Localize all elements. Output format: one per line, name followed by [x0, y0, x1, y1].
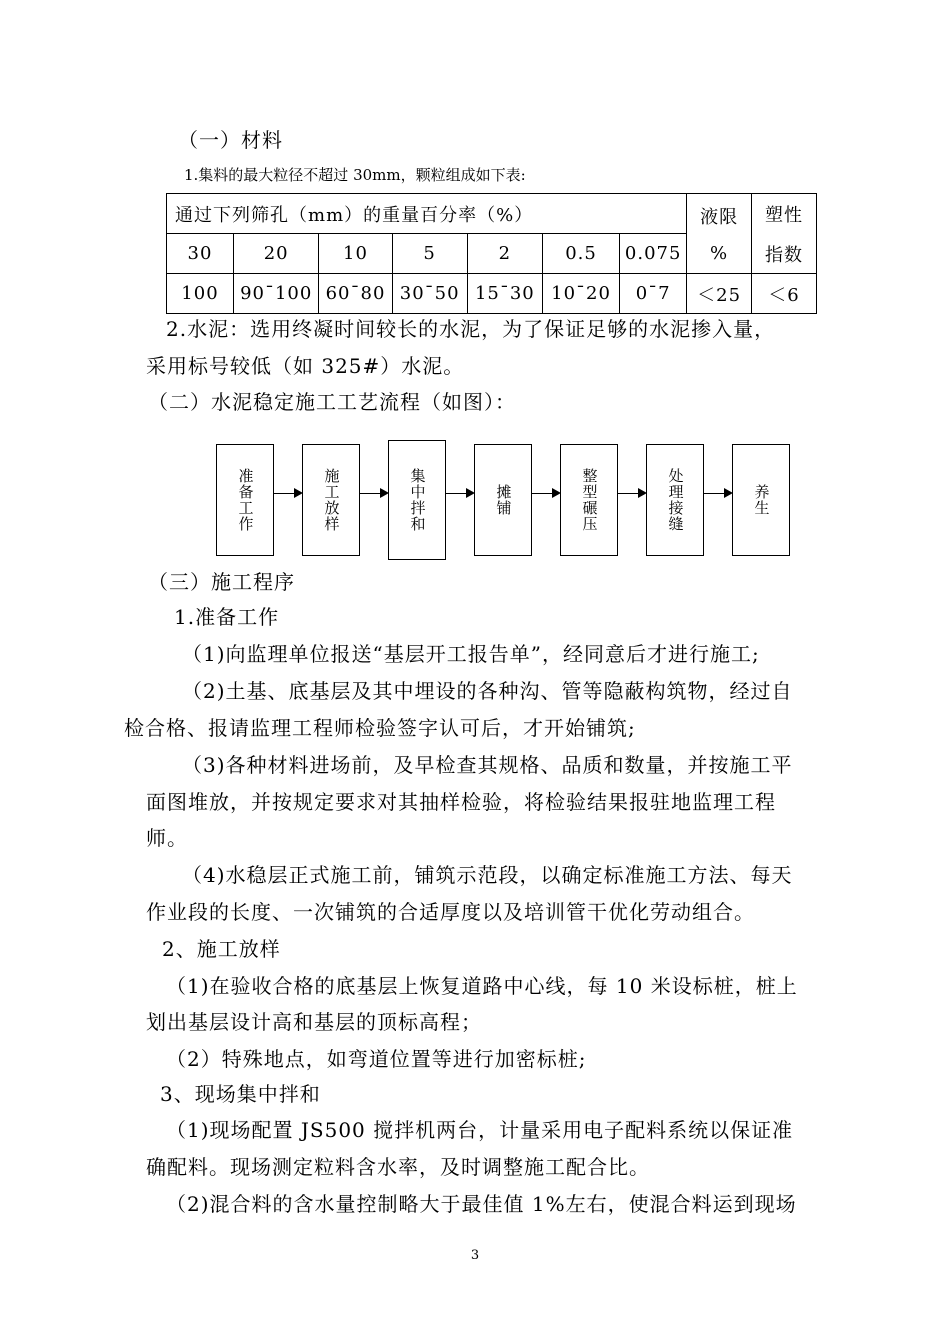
materials-heading: （一）材料: [178, 128, 283, 152]
mixing-item-1-line-2: 确配料。现场测定粒料含水率，及时调整施工配合比。: [146, 1155, 650, 1179]
flow-step-layout: 施工放样: [302, 444, 360, 556]
prep-item-2-line-2: 检合格、报请监理工程师检验签字认可后，才开始铺筑;: [124, 716, 636, 740]
flow-step-prep: 准备工作: [216, 444, 274, 556]
table-cell: 30: [167, 234, 234, 274]
liquid-limit-unit: %: [710, 243, 729, 264]
prep-item-4-line-1: （4)水稳层正式施工前，铺筑示范段，以确定标准施工方法、每天: [182, 863, 793, 887]
table-cell: 20: [233, 234, 318, 274]
table-cell: 0.5: [542, 234, 619, 274]
flow-arrow: [617, 493, 645, 494]
table-cell: 30¯50: [392, 274, 467, 314]
flow-arrow: [531, 493, 559, 494]
table-header-sieve: 通过下列筛孔（mm）的重量百分率（%）: [167, 194, 687, 234]
mixing-heading: 3、现场集中拌和: [160, 1082, 321, 1106]
layout-item-1-line-1: （1)在验收合格的底基层上恢复道路中心线，每 10 米设标桩，桩上: [166, 974, 798, 998]
prep-item-1: （1)向监理单位报送“基层开工报告单”，经同意后才进行施工;: [182, 642, 760, 666]
table-header-plasticity: [752, 194, 817, 274]
procedure-heading: （三）施工程序: [148, 570, 295, 594]
flow-step-rolling: 整型碾压: [560, 444, 618, 556]
mixing-item-1-line-1: （1)现场配置 JS500 搅拌机两台，计量采用电子配料系统以保证准: [166, 1118, 794, 1142]
table-cell: 5: [392, 234, 467, 274]
prep-item-3-line-3: 师。: [146, 826, 188, 850]
flow-arrow: [445, 493, 473, 494]
table-row: [167, 194, 817, 234]
layout-heading: 2、施工放样: [162, 937, 281, 961]
flow-step-curing: 养生: [732, 444, 790, 556]
plasticity-label-2: 指数: [765, 244, 804, 266]
table-cell: ＜6: [752, 274, 817, 314]
table-cell: ＜25: [687, 274, 752, 314]
table-cell: 0¯7: [620, 274, 687, 314]
table-cell: 0.075: [620, 234, 687, 274]
aggregate-note: 1.集料的最大粒径不超过 30mm，颗粒组成如下表:: [184, 166, 526, 184]
table-cell: 2: [467, 234, 542, 274]
table-cell: 90¯100: [233, 274, 318, 314]
prep-item-3-line-2: 面图堆放，并按规定要求对其抽样检验，将检验结果报驻地监理工程: [146, 790, 776, 814]
table-cell: 15¯30: [467, 274, 542, 314]
cement-line-1: 2.水泥：选用终凝时间较长的水泥，为了保证足够的水泥掺入量，: [166, 317, 776, 341]
table-cell: 100: [167, 274, 234, 314]
prep-item-4-line-2: 作业段的长度、一次铺筑的合适厚度以及培训管干优化劳动组合。: [146, 900, 755, 924]
page-number: 3: [470, 1248, 480, 1263]
layout-item-1-line-2: 划出基层设计高和基层的顶标高程；: [146, 1010, 482, 1034]
flow-arrow: [273, 493, 301, 494]
process-heading: （二）水泥稳定施工工艺流程（如图）：: [148, 390, 516, 414]
plasticity-label-1: 塑性: [765, 204, 804, 226]
prep-item-3-line-1: （3)各种材料进场前，及早检查其规格、品质和数量，并按施工平: [182, 753, 793, 777]
table-row: [167, 274, 817, 314]
aggregate-grading-table: [166, 193, 817, 314]
table-header-liquid-limit: [687, 194, 752, 274]
prep-item-2-line-1: （2)土基、底基层及其中埋设的各种沟、管等隐蔽构筑物，经过自: [182, 679, 793, 703]
cement-line-2: 采用标号较低（如 325#）水泥。: [146, 354, 465, 378]
table-cell: 10: [319, 234, 392, 274]
table-cell: 10¯20: [542, 274, 619, 314]
mixing-item-2: （2)混合料的含水量控制略大于最佳值 1%左右，使混合料运到现场: [166, 1192, 797, 1216]
prep-heading: 1.准备工作: [174, 605, 280, 629]
flow-arrow: [703, 493, 731, 494]
flow-step-mixing: 集中拌和: [388, 440, 446, 560]
liquid-limit-label: 液限: [700, 207, 739, 228]
layout-item-2: （2）特殊地点，如弯道位置等进行加密标桩;: [166, 1047, 587, 1071]
flow-step-joints: 处理接缝: [646, 444, 704, 556]
flow-arrow: [359, 493, 387, 494]
flow-step-paving: 摊铺: [474, 444, 532, 556]
table-cell: 60¯80: [319, 274, 392, 314]
